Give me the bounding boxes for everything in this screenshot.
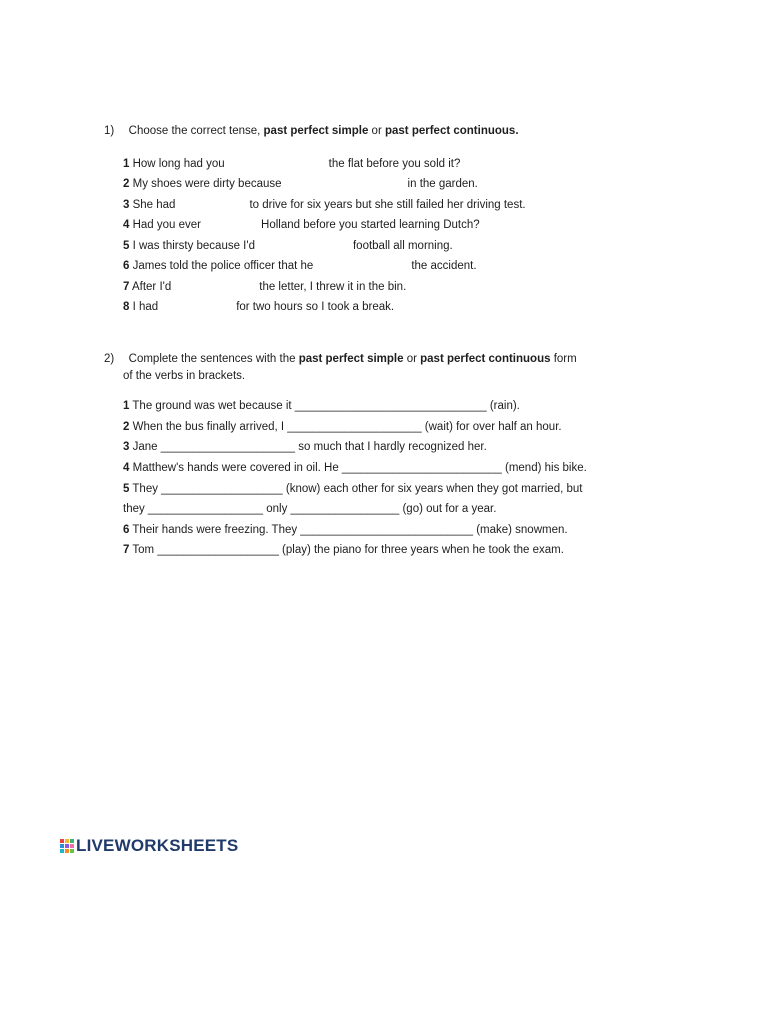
- instruction-bold-2: past perfect continuous: [420, 353, 551, 365]
- exercise-number: 2): [104, 353, 115, 365]
- instruction-bold-1: past perfect simple: [263, 125, 369, 137]
- item-number: 2: [123, 421, 130, 433]
- ex2-item-5-cont[interactable]: [123, 503, 496, 515]
- item-text-after: the accident.: [411, 260, 477, 272]
- item-text-before: How long had you: [132, 158, 225, 170]
- exercise-number: 1): [104, 125, 115, 137]
- item-text-after: the flat before you sold it?: [328, 158, 461, 170]
- instruction-text-post: form: [550, 353, 577, 365]
- item-text[interactable]: Matthew's hands were covered in oil. He _________________________ (mend) his bike.: [132, 462, 587, 474]
- item-number: 6: [123, 260, 130, 272]
- item-number: 4: [123, 219, 130, 231]
- item-number: 2: [123, 178, 130, 190]
- instruction-text: Choose the correct tense,: [128, 125, 264, 137]
- ex1-item-4: [123, 219, 480, 231]
- item-number: 7: [123, 544, 130, 556]
- item-number: 1: [123, 158, 130, 170]
- ex2-item-5[interactable]: [123, 483, 582, 495]
- item-text[interactable]: they __________________ only _________________ (go) out for a year.: [123, 503, 497, 515]
- item-number: 1: [123, 400, 130, 412]
- item-text[interactable]: When the bus finally arrived, I _____________________ (wait) for over half an hour.: [132, 421, 562, 433]
- exercise-2-header-line2: of the verbs in brackets.: [123, 370, 246, 382]
- item-text[interactable]: Tom ___________________ (play) the piano for three years when he took the exam.: [132, 544, 564, 556]
- item-text-after: Holland before you started learning Dutch?: [261, 219, 480, 231]
- item-text[interactable]: Their hands were freezing. They ___________________________ (make) snowmen.: [132, 524, 568, 536]
- ex1-item-7: [123, 281, 406, 293]
- item-number: 3: [123, 199, 130, 211]
- item-text-after: the letter, I threw it in the bin.: [259, 281, 407, 293]
- instruction-bold-1: past perfect simple: [298, 353, 404, 365]
- item-number: 8: [123, 301, 130, 313]
- ex2-item-3[interactable]: [123, 441, 487, 453]
- instruction-text-mid: or: [403, 353, 421, 365]
- logo-square: [70, 844, 74, 848]
- item-text-before: James told the police officer that he: [132, 260, 314, 272]
- logo-text: LIVEWORKSHEETS: [76, 836, 239, 855]
- item-text-before: My shoes were dirty because: [132, 178, 282, 190]
- item-text[interactable]: The ground was wet because it ______________________________ (rain).: [132, 400, 520, 412]
- item-text-after: for two hours so I took a break.: [236, 301, 395, 313]
- item-text-before: Had you ever: [132, 219, 202, 231]
- logo-square: [65, 849, 69, 853]
- ex2-item-1[interactable]: [123, 400, 520, 412]
- logo-grid-icon: [60, 839, 74, 853]
- ex1-item-5: [123, 240, 453, 252]
- ex1-item-8: [123, 301, 394, 313]
- logo-square: [70, 839, 74, 843]
- item-text-after: football all morning.: [352, 240, 453, 252]
- item-text-after: in the garden.: [407, 178, 478, 190]
- ex2-item-2[interactable]: [123, 421, 562, 433]
- logo-square: [65, 839, 69, 843]
- ex1-item-3: [123, 199, 526, 211]
- ex1-item-6: [123, 260, 477, 272]
- item-text-before: After I'd: [131, 281, 172, 293]
- exercise-1-header: [104, 125, 519, 137]
- item-number: 3: [123, 441, 130, 453]
- logo-square: [60, 839, 64, 843]
- ex2-item-7[interactable]: [123, 544, 564, 556]
- instruction-text: Complete the sentences with the: [128, 353, 299, 365]
- liveworksheets-logo[interactable]: [60, 837, 238, 855]
- item-number: 7: [123, 281, 130, 293]
- instruction-text-mid: or: [368, 125, 385, 137]
- item-number: 6: [123, 524, 130, 536]
- item-number: 5: [123, 240, 130, 252]
- ex1-item-1: [123, 158, 460, 170]
- ex2-item-6[interactable]: [123, 524, 568, 536]
- logo-square: [70, 849, 74, 853]
- item-text[interactable]: They ___________________ (know) each other for six years when they got married, but: [132, 483, 583, 495]
- ex1-item-2: [123, 178, 478, 190]
- instruction-bold-2: past perfect continuous.: [384, 125, 519, 137]
- logo-square: [65, 844, 69, 848]
- exercise-2-header: [104, 353, 577, 365]
- logo-square: [60, 849, 64, 853]
- item-text[interactable]: Jane _____________________ so much that I hardly recognized her.: [132, 441, 487, 453]
- item-number: 4: [123, 462, 130, 474]
- ex2-item-4[interactable]: [123, 462, 587, 474]
- item-text-before: I was thirsty because I'd: [132, 240, 255, 252]
- logo-square: [60, 844, 64, 848]
- item-text-before: She had: [132, 199, 176, 211]
- item-number: 5: [123, 483, 130, 495]
- item-text-after: to drive for six years but she still failed her driving test.: [249, 199, 526, 211]
- item-text-before: I had: [132, 301, 159, 313]
